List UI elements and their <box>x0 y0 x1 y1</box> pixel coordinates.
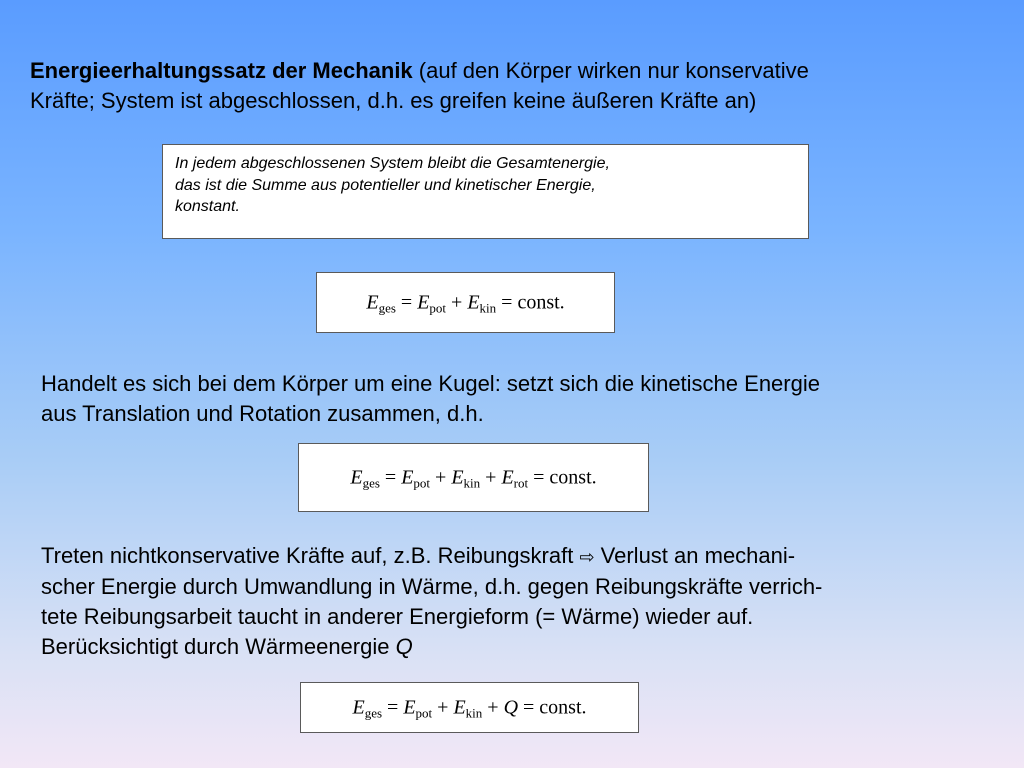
heat-energy-symbol: Q <box>395 634 413 659</box>
principle-box <box>162 144 809 239</box>
eq-symbol: E <box>501 466 514 488</box>
eq-symbol: E <box>352 696 365 718</box>
eq-operator: = <box>533 466 545 488</box>
eq-operator: = <box>384 466 397 488</box>
eq-symbol: E <box>350 466 363 488</box>
eq-operator: + <box>487 696 499 718</box>
eq-symbol: E <box>451 466 464 488</box>
eq-symbol: E <box>467 291 480 313</box>
eq-operator: = <box>501 291 513 313</box>
friction-text-line-3: tete Reibungsarbeit taucht in anderer Energieform (= Wärme) wieder auf. <box>41 604 754 629</box>
intro-text-line-2: Kräfte; System ist abgeschlossen, d.h. es greifen keine äußeren Kräfte an) <box>30 88 757 113</box>
eq-subscript: kin <box>479 300 497 315</box>
eq-subscript: kin <box>465 705 483 720</box>
eq-operator: + <box>485 466 497 488</box>
sphere-text-line-1: Handelt es sich bei dem Körper um eine Kugel: setzt sich die kinetische Energie <box>41 371 820 396</box>
eq-symbol: E <box>417 291 430 313</box>
eq-operator: + <box>435 466 447 488</box>
eq-constant: const. <box>539 696 587 718</box>
eq-symbol: Q <box>503 696 519 718</box>
eq-subscript: pot <box>413 475 431 490</box>
friction-text-line-2: scher Energie durch Umwandlung in Wärme, d.h. gegen Reibungskräfte verrich- <box>41 574 823 599</box>
eq-symbol: E <box>401 466 414 488</box>
eq-operator: = <box>400 291 413 313</box>
eq-symbol: E <box>453 696 466 718</box>
friction-paragraph <box>41 541 822 662</box>
equation-energy-with-rotation <box>298 443 649 512</box>
equation-energy-conservation <box>316 272 615 333</box>
eq-subscript: kin <box>463 475 481 490</box>
eq-symbol: E <box>366 291 379 313</box>
eq-constant: const. <box>549 466 597 488</box>
page-title: Energieerhaltungssatz der Mechanik <box>30 58 413 83</box>
intro-text-line-1: (auf den Körper wirken nur konservative <box>412 58 809 83</box>
sphere-text-line-2: aus Translation und Rotation zusammen, d.h. <box>41 401 484 426</box>
principle-line-1: In jedem abgeschlossenen System bleibt die Gesamtenergie, <box>175 155 610 172</box>
eq-subscript: pot <box>415 705 433 720</box>
eq-symbol: E <box>403 696 416 718</box>
eq-subscript: ges <box>362 475 380 490</box>
equation-energy-with-heat <box>300 682 639 733</box>
intro-paragraph <box>30 56 809 116</box>
principle-line-3: konstant. <box>175 198 240 215</box>
friction-text-line-1-end: Verlust an mechani- <box>594 543 796 568</box>
eq-constant: const. <box>517 291 565 313</box>
friction-text-line-1-start: Treten nichtkonservative Kräfte auf, z.B. Reibungskraft <box>41 543 580 568</box>
friction-text-line-4: Berücksichtigt durch Wärmeenergie <box>41 634 396 659</box>
principle-line-2: das ist die Summe aus potentieller und kinetischer Energie, <box>175 176 596 194</box>
arrow-right-icon: ⇨ <box>579 547 595 567</box>
eq-subscript: rot <box>513 475 529 490</box>
eq-subscript: ges <box>378 300 396 315</box>
eq-operator: + <box>437 696 449 718</box>
eq-operator: = <box>523 696 535 718</box>
eq-subscript: pot <box>429 300 447 315</box>
sphere-paragraph <box>41 369 820 429</box>
eq-subscript: ges <box>364 705 383 720</box>
eq-operator: = <box>387 696 399 718</box>
eq-operator: + <box>451 291 463 313</box>
